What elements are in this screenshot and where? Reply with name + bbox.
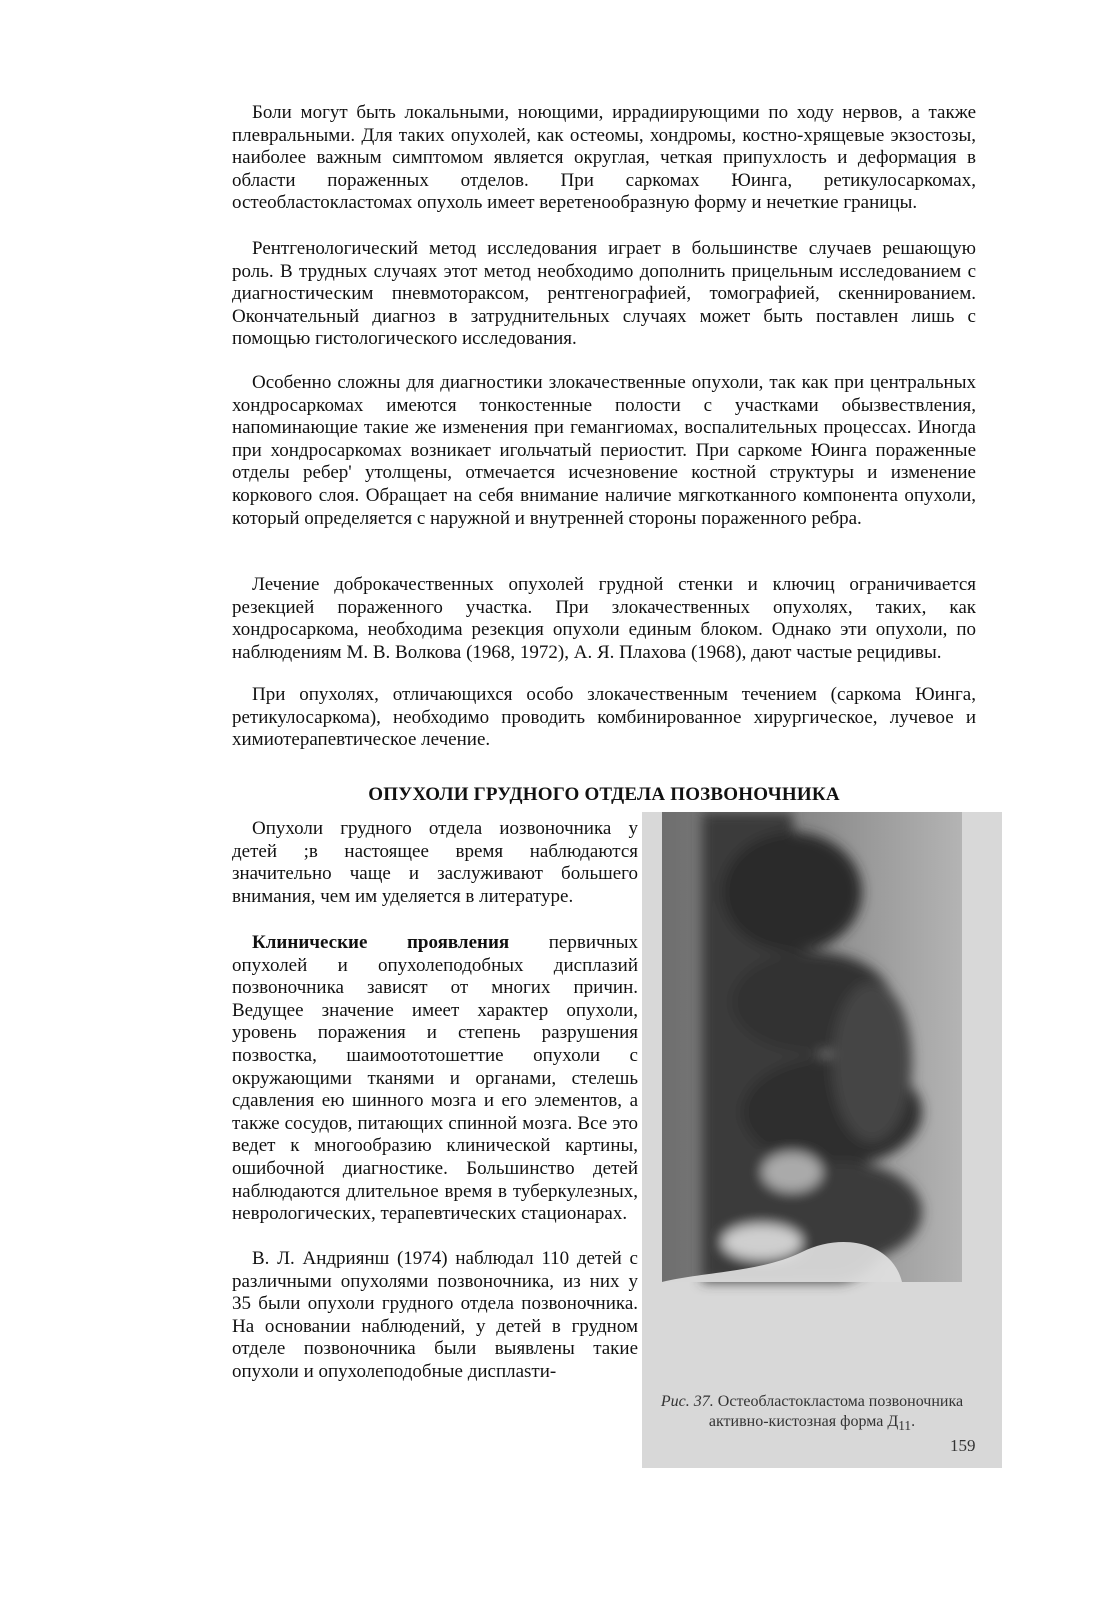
paragraph-treatment: Лечение доброкачественных опухолей грудной стенки и ключиц ограничивается резекцией пораженного участка. При злокачественных опухолях, таких, как хондросаркома, необходима резекция опухоли единым блоком. Однако эти опухоли, по наблюдениям М. В. Волкова (1968, 1972), А. Я. Плахова (1968), дают частые рецидивы. <box>232 574 976 663</box>
figure-caption <box>642 1392 982 1436</box>
xray-image <box>642 812 1002 1468</box>
column-paragraph-clinical <box>232 932 638 1226</box>
clinical-bold-term: Клинические проявления <box>252 932 510 953</box>
paragraph-malignant: Особенно сложны для диагностики злокачественные опухоли, так как при центральных хондросаркомах имеются тонкостенные полости с участками обызвествления, напоминающие такие же изменения при гемангиомах, воспалительных процессах. Иногда при хондросаркомах возникает игольчатый периостит. При саркоме Юинга пораженные отделы ребер' утолщены, отмечается исчезновение костной структуры и изменение коркового слоя. Обращает на себя внимание наличие мягкотканного компонента опухоли, который определяется с наружной и внутренней стороны пораженного ребра. <box>232 372 976 529</box>
paragraph-pain: Боли могут быть локальными, ноющими, иррадиирующими по ходу нервов, а также плевральными. Для таких опухолей, как остеомы, хондромы, костно-хрящевые экзостозы, наиболее важным симптомом является округлая, четкая припухлость и деформация в области пораженных отделов. При саркомах Юинга, ретикулосаркомах, остеобластокластомах опухоль имеет веретенообразную форму и нечеткие границы. <box>232 102 976 214</box>
column-paragraph-andriyanov: В. Л. Андриянш (1974) наблюдал 110 детей с различными опухолями позвоночника, из них у 35 были опухоли грудного отдела позвоночника. На основании наблюдений, у детей в грудном отделе позвоночника были выявлены такие опухоли и опухолеподобные дисплasти- <box>232 1248 638 1382</box>
xray-figure <box>642 812 1002 1468</box>
section-heading: ОПУХОЛИ ГРУДНОГО ОТДЕЛА ПОЗВОНОЧНИКА <box>368 784 840 805</box>
page-number: 159 <box>950 1436 976 1455</box>
caption-text: Остеобластокластома позвоночника активно-кистозная форма Д <box>708 1393 964 1430</box>
paragraph-combined-treatment: При опухолях, отличающихся особо злокачественным течением (саркома Юинга, ретикулосаркома), необходимо проводить комбинированное хирургическое, лучевое и химиотерапевтическое лечение. <box>232 684 976 751</box>
paragraph-xray-method: Рентгенологический метод исследования играет в большинстве случаев решающую роль. В трудных случаях этот метод необходимо дополнить прицельным исследованием с диагностическим пневмотораксом, рентгенографией, томографией, скеннированием. Окончательный диагноз в затруднительных случаях может быть поставлен лишь с помощью гистологического исследования. <box>232 238 976 350</box>
column-paragraph-intro: Опухоли грудного отдела иозвоночника у детей ;в настоящее время наблюдаются значительно чаще и заслуживают большего внимания, чем им уделяется в литературе. <box>232 818 638 907</box>
caption-subscript: 11 <box>898 1418 912 1434</box>
caption-label: Рис. 37. <box>660 1393 714 1410</box>
caption-end: . <box>911 1413 916 1430</box>
clinical-text: первичных опухолей и опухолеподобных дисплазий позвоночника зависят от многих причин. Ведущее значение имеет характер опухоли, уровень поражения и степень разрушения позвостка, шаимоототошеттие опухоли с окружающими тканями и органами, стелешь сдавления ею шинного мозга и его элементов, а также сосудов, питающих спинной мозга. Все это ведет к многообразию клинической картины, ошибочной диагностике. Большинство детей наблюдаются длительное время в туберкулезных, неврологических, терапевтических стационарах. <box>232 932 638 1225</box>
